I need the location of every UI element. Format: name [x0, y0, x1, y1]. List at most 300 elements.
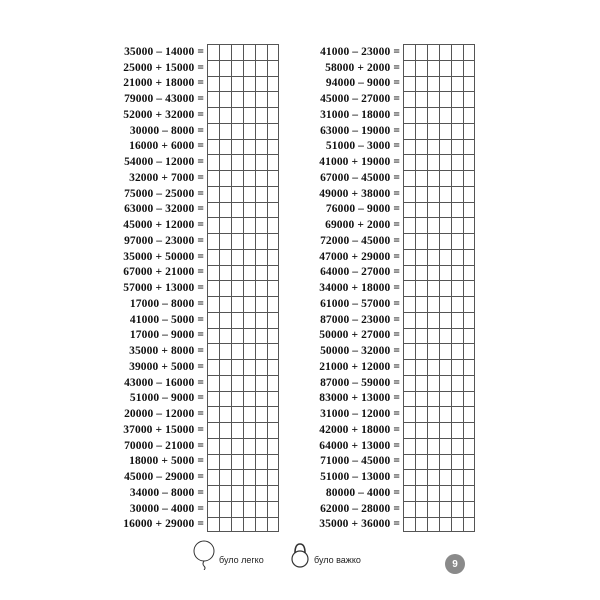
- answer-digit-box[interactable]: [231, 154, 243, 170]
- answer-digit-box[interactable]: [451, 186, 463, 202]
- answer-digit-box[interactable]: [219, 296, 231, 312]
- answer-digit-box[interactable]: [463, 469, 475, 485]
- answer-digit-box[interactable]: [439, 123, 451, 139]
- answer-digit-box[interactable]: [231, 501, 243, 517]
- answer-digit-box[interactable]: [219, 422, 231, 438]
- answer-digit-box[interactable]: [403, 517, 415, 533]
- answer-digit-box[interactable]: [427, 265, 439, 281]
- answer-digit-box[interactable]: [403, 123, 415, 139]
- answer-digit-box[interactable]: [463, 485, 475, 501]
- answer-digit-box[interactable]: [415, 280, 427, 296]
- answer-digit-box[interactable]: [243, 469, 255, 485]
- answer-digit-box[interactable]: [463, 312, 475, 328]
- answer-digit-box[interactable]: [463, 154, 475, 170]
- answer-digit-box[interactable]: [463, 296, 475, 312]
- answer-digit-box[interactable]: [243, 170, 255, 186]
- answer-digit-box[interactable]: [267, 485, 279, 501]
- answer-digit-box[interactable]: [243, 139, 255, 155]
- answer-digit-box[interactable]: [207, 154, 219, 170]
- answer-digit-box[interactable]: [427, 233, 439, 249]
- answer-digit-box[interactable]: [231, 469, 243, 485]
- answer-digit-box[interactable]: [243, 438, 255, 454]
- answer-digit-box[interactable]: [267, 44, 279, 60]
- answer-digit-box[interactable]: [439, 312, 451, 328]
- answer-digit-box[interactable]: [255, 375, 267, 391]
- answer-digit-box[interactable]: [451, 123, 463, 139]
- answer-digit-box[interactable]: [439, 406, 451, 422]
- answer-digit-box[interactable]: [451, 233, 463, 249]
- answer-digit-box[interactable]: [439, 217, 451, 233]
- answer-digit-box[interactable]: [255, 312, 267, 328]
- answer-digit-box[interactable]: [231, 375, 243, 391]
- answer-digit-box[interactable]: [403, 217, 415, 233]
- answer-digit-box[interactable]: [255, 154, 267, 170]
- answer-digit-box[interactable]: [255, 280, 267, 296]
- answer-digit-box[interactable]: [231, 485, 243, 501]
- answer-digit-box[interactable]: [243, 328, 255, 344]
- answer-digit-box[interactable]: [439, 233, 451, 249]
- answer-digit-box[interactable]: [255, 44, 267, 60]
- answer-digit-box[interactable]: [243, 343, 255, 359]
- answer-digit-box[interactable]: [255, 107, 267, 123]
- answer-digit-box[interactable]: [231, 170, 243, 186]
- answer-digit-box[interactable]: [207, 44, 219, 60]
- answer-digit-box[interactable]: [463, 328, 475, 344]
- answer-digit-box[interactable]: [415, 91, 427, 107]
- answer-digit-box[interactable]: [403, 454, 415, 470]
- answer-digit-box[interactable]: [243, 60, 255, 76]
- answer-digit-box[interactable]: [427, 469, 439, 485]
- answer-digit-box[interactable]: [403, 359, 415, 375]
- answer-digit-box[interactable]: [255, 217, 267, 233]
- answer-digit-box[interactable]: [415, 123, 427, 139]
- answer-digit-box[interactable]: [243, 454, 255, 470]
- answer-digit-box[interactable]: [231, 139, 243, 155]
- hard-option[interactable]: [288, 540, 361, 570]
- answer-digit-box[interactable]: [451, 154, 463, 170]
- answer-digit-box[interactable]: [267, 406, 279, 422]
- answer-digit-box[interactable]: [451, 359, 463, 375]
- answer-digit-box[interactable]: [267, 517, 279, 533]
- answer-digit-box[interactable]: [427, 343, 439, 359]
- answer-digit-box[interactable]: [439, 249, 451, 265]
- answer-digit-box[interactable]: [403, 170, 415, 186]
- answer-digit-box[interactable]: [427, 60, 439, 76]
- answer-digit-box[interactable]: [439, 202, 451, 218]
- answer-digit-box[interactable]: [415, 328, 427, 344]
- answer-digit-box[interactable]: [267, 186, 279, 202]
- answer-digit-box[interactable]: [231, 391, 243, 407]
- answer-digit-box[interactable]: [439, 359, 451, 375]
- answer-digit-box[interactable]: [255, 469, 267, 485]
- answer-digit-box[interactable]: [243, 233, 255, 249]
- answer-digit-box[interactable]: [427, 280, 439, 296]
- answer-digit-box[interactable]: [463, 44, 475, 60]
- answer-digit-box[interactable]: [219, 438, 231, 454]
- answer-digit-box[interactable]: [415, 249, 427, 265]
- answer-digit-box[interactable]: [231, 60, 243, 76]
- answer-digit-box[interactable]: [243, 312, 255, 328]
- answer-digit-box[interactable]: [427, 328, 439, 344]
- answer-digit-box[interactable]: [255, 249, 267, 265]
- answer-digit-box[interactable]: [463, 107, 475, 123]
- answer-digit-box[interactable]: [415, 501, 427, 517]
- answer-digit-box[interactable]: [219, 154, 231, 170]
- answer-digit-box[interactable]: [255, 359, 267, 375]
- answer-digit-box[interactable]: [267, 359, 279, 375]
- answer-digit-box[interactable]: [255, 485, 267, 501]
- answer-digit-box[interactable]: [451, 91, 463, 107]
- answer-digit-box[interactable]: [427, 422, 439, 438]
- answer-digit-box[interactable]: [243, 91, 255, 107]
- answer-digit-box[interactable]: [451, 422, 463, 438]
- answer-digit-box[interactable]: [219, 249, 231, 265]
- answer-digit-box[interactable]: [255, 328, 267, 344]
- answer-digit-box[interactable]: [439, 438, 451, 454]
- answer-digit-box[interactable]: [427, 139, 439, 155]
- answer-digit-box[interactable]: [243, 202, 255, 218]
- answer-digit-box[interactable]: [207, 406, 219, 422]
- answer-digit-box[interactable]: [255, 438, 267, 454]
- answer-digit-box[interactable]: [219, 469, 231, 485]
- answer-digit-box[interactable]: [451, 296, 463, 312]
- answer-digit-box[interactable]: [403, 438, 415, 454]
- answer-digit-box[interactable]: [463, 280, 475, 296]
- answer-digit-box[interactable]: [267, 422, 279, 438]
- answer-digit-box[interactable]: [243, 154, 255, 170]
- answer-digit-box[interactable]: [439, 44, 451, 60]
- answer-digit-box[interactable]: [427, 107, 439, 123]
- answer-digit-box[interactable]: [439, 296, 451, 312]
- answer-digit-box[interactable]: [219, 328, 231, 344]
- answer-digit-box[interactable]: [267, 76, 279, 92]
- answer-digit-box[interactable]: [231, 343, 243, 359]
- answer-digit-box[interactable]: [243, 44, 255, 60]
- answer-digit-box[interactable]: [451, 312, 463, 328]
- answer-digit-box[interactable]: [463, 217, 475, 233]
- answer-digit-box[interactable]: [403, 280, 415, 296]
- answer-digit-box[interactable]: [427, 154, 439, 170]
- answer-digit-box[interactable]: [243, 280, 255, 296]
- answer-digit-box[interactable]: [427, 123, 439, 139]
- answer-digit-box[interactable]: [403, 186, 415, 202]
- answer-digit-box[interactable]: [219, 517, 231, 533]
- answer-digit-box[interactable]: [403, 202, 415, 218]
- answer-digit-box[interactable]: [463, 343, 475, 359]
- answer-digit-box[interactable]: [267, 438, 279, 454]
- answer-digit-box[interactable]: [207, 60, 219, 76]
- answer-digit-box[interactable]: [415, 170, 427, 186]
- answer-digit-box[interactable]: [415, 265, 427, 281]
- answer-digit-box[interactable]: [255, 343, 267, 359]
- answer-digit-box[interactable]: [207, 438, 219, 454]
- answer-digit-box[interactable]: [255, 296, 267, 312]
- answer-digit-box[interactable]: [415, 296, 427, 312]
- answer-digit-box[interactable]: [219, 233, 231, 249]
- answer-digit-box[interactable]: [415, 44, 427, 60]
- answer-digit-box[interactable]: [463, 406, 475, 422]
- answer-digit-box[interactable]: [219, 280, 231, 296]
- answer-digit-box[interactable]: [207, 217, 219, 233]
- answer-digit-box[interactable]: [219, 186, 231, 202]
- answer-digit-box[interactable]: [451, 391, 463, 407]
- answer-digit-box[interactable]: [207, 249, 219, 265]
- answer-digit-box[interactable]: [207, 375, 219, 391]
- answer-digit-box[interactable]: [267, 312, 279, 328]
- answer-digit-box[interactable]: [255, 265, 267, 281]
- answer-digit-box[interactable]: [403, 375, 415, 391]
- answer-digit-box[interactable]: [231, 202, 243, 218]
- answer-digit-box[interactable]: [243, 186, 255, 202]
- answer-digit-box[interactable]: [463, 391, 475, 407]
- answer-digit-box[interactable]: [255, 186, 267, 202]
- answer-digit-box[interactable]: [207, 107, 219, 123]
- answer-digit-box[interactable]: [231, 312, 243, 328]
- answer-digit-box[interactable]: [451, 328, 463, 344]
- answer-digit-box[interactable]: [427, 517, 439, 533]
- answer-digit-box[interactable]: [403, 91, 415, 107]
- answer-digit-box[interactable]: [267, 217, 279, 233]
- answer-digit-box[interactable]: [231, 186, 243, 202]
- answer-digit-box[interactable]: [427, 217, 439, 233]
- answer-digit-box[interactable]: [403, 312, 415, 328]
- answer-digit-box[interactable]: [451, 107, 463, 123]
- answer-digit-box[interactable]: [415, 186, 427, 202]
- answer-digit-box[interactable]: [451, 501, 463, 517]
- answer-digit-box[interactable]: [451, 280, 463, 296]
- answer-digit-box[interactable]: [463, 249, 475, 265]
- answer-digit-box[interactable]: [267, 60, 279, 76]
- answer-digit-box[interactable]: [255, 501, 267, 517]
- answer-digit-box[interactable]: [231, 296, 243, 312]
- answer-digit-box[interactable]: [207, 91, 219, 107]
- answer-digit-box[interactable]: [207, 517, 219, 533]
- answer-digit-box[interactable]: [439, 139, 451, 155]
- answer-digit-box[interactable]: [403, 343, 415, 359]
- answer-digit-box[interactable]: [415, 154, 427, 170]
- answer-digit-box[interactable]: [207, 343, 219, 359]
- answer-digit-box[interactable]: [231, 44, 243, 60]
- answer-digit-box[interactable]: [463, 438, 475, 454]
- answer-digit-box[interactable]: [267, 391, 279, 407]
- answer-digit-box[interactable]: [243, 107, 255, 123]
- answer-digit-box[interactable]: [267, 343, 279, 359]
- answer-digit-box[interactable]: [439, 170, 451, 186]
- answer-digit-box[interactable]: [219, 501, 231, 517]
- answer-digit-box[interactable]: [403, 469, 415, 485]
- answer-digit-box[interactable]: [255, 454, 267, 470]
- answer-digit-box[interactable]: [267, 280, 279, 296]
- answer-digit-box[interactable]: [267, 501, 279, 517]
- answer-digit-box[interactable]: [231, 280, 243, 296]
- answer-digit-box[interactable]: [243, 123, 255, 139]
- answer-digit-box[interactable]: [415, 233, 427, 249]
- answer-digit-box[interactable]: [439, 107, 451, 123]
- answer-digit-box[interactable]: [255, 422, 267, 438]
- answer-digit-box[interactable]: [451, 139, 463, 155]
- answer-digit-box[interactable]: [243, 406, 255, 422]
- answer-digit-box[interactable]: [219, 375, 231, 391]
- answer-digit-box[interactable]: [255, 139, 267, 155]
- answer-digit-box[interactable]: [219, 265, 231, 281]
- answer-digit-box[interactable]: [207, 186, 219, 202]
- answer-digit-box[interactable]: [463, 76, 475, 92]
- answer-digit-box[interactable]: [219, 107, 231, 123]
- answer-digit-box[interactable]: [427, 170, 439, 186]
- answer-digit-box[interactable]: [463, 123, 475, 139]
- answer-digit-box[interactable]: [439, 485, 451, 501]
- answer-digit-box[interactable]: [415, 139, 427, 155]
- answer-digit-box[interactable]: [243, 76, 255, 92]
- answer-digit-box[interactable]: [219, 139, 231, 155]
- answer-digit-box[interactable]: [427, 312, 439, 328]
- answer-digit-box[interactable]: [463, 60, 475, 76]
- answer-digit-box[interactable]: [231, 422, 243, 438]
- answer-digit-box[interactable]: [231, 328, 243, 344]
- answer-digit-box[interactable]: [207, 296, 219, 312]
- answer-digit-box[interactable]: [463, 422, 475, 438]
- answer-digit-box[interactable]: [243, 422, 255, 438]
- answer-digit-box[interactable]: [451, 343, 463, 359]
- answer-digit-box[interactable]: [451, 249, 463, 265]
- answer-digit-box[interactable]: [439, 469, 451, 485]
- answer-digit-box[interactable]: [255, 202, 267, 218]
- answer-digit-box[interactable]: [451, 485, 463, 501]
- answer-digit-box[interactable]: [415, 359, 427, 375]
- answer-digit-box[interactable]: [219, 312, 231, 328]
- answer-digit-box[interactable]: [231, 217, 243, 233]
- answer-digit-box[interactable]: [439, 76, 451, 92]
- answer-digit-box[interactable]: [231, 265, 243, 281]
- answer-digit-box[interactable]: [427, 296, 439, 312]
- answer-digit-box[interactable]: [255, 76, 267, 92]
- answer-digit-box[interactable]: [451, 469, 463, 485]
- answer-digit-box[interactable]: [231, 454, 243, 470]
- answer-digit-box[interactable]: [415, 217, 427, 233]
- answer-digit-box[interactable]: [439, 422, 451, 438]
- answer-digit-box[interactable]: [207, 265, 219, 281]
- answer-digit-box[interactable]: [403, 233, 415, 249]
- answer-digit-box[interactable]: [427, 186, 439, 202]
- answer-digit-box[interactable]: [219, 217, 231, 233]
- answer-digit-box[interactable]: [451, 517, 463, 533]
- answer-digit-box[interactable]: [463, 170, 475, 186]
- answer-digit-box[interactable]: [403, 139, 415, 155]
- answer-digit-box[interactable]: [463, 186, 475, 202]
- answer-digit-box[interactable]: [415, 107, 427, 123]
- answer-digit-box[interactable]: [219, 343, 231, 359]
- answer-digit-box[interactable]: [403, 328, 415, 344]
- answer-digit-box[interactable]: [243, 217, 255, 233]
- answer-digit-box[interactable]: [231, 438, 243, 454]
- answer-digit-box[interactable]: [219, 454, 231, 470]
- answer-digit-box[interactable]: [451, 265, 463, 281]
- answer-digit-box[interactable]: [415, 517, 427, 533]
- answer-digit-box[interactable]: [243, 375, 255, 391]
- answer-digit-box[interactable]: [207, 328, 219, 344]
- answer-digit-box[interactable]: [255, 91, 267, 107]
- answer-digit-box[interactable]: [463, 202, 475, 218]
- answer-digit-box[interactable]: [231, 123, 243, 139]
- answer-digit-box[interactable]: [403, 44, 415, 60]
- answer-digit-box[interactable]: [427, 406, 439, 422]
- answer-digit-box[interactable]: [463, 359, 475, 375]
- answer-digit-box[interactable]: [267, 249, 279, 265]
- answer-digit-box[interactable]: [403, 296, 415, 312]
- answer-digit-box[interactable]: [219, 485, 231, 501]
- answer-digit-box[interactable]: [231, 359, 243, 375]
- answer-digit-box[interactable]: [267, 233, 279, 249]
- answer-digit-box[interactable]: [207, 312, 219, 328]
- answer-digit-box[interactable]: [451, 44, 463, 60]
- answer-digit-box[interactable]: [207, 485, 219, 501]
- answer-digit-box[interactable]: [427, 44, 439, 60]
- answer-digit-box[interactable]: [207, 76, 219, 92]
- answer-digit-box[interactable]: [439, 60, 451, 76]
- answer-digit-box[interactable]: [463, 454, 475, 470]
- answer-digit-box[interactable]: [219, 123, 231, 139]
- answer-digit-box[interactable]: [439, 328, 451, 344]
- answer-digit-box[interactable]: [207, 139, 219, 155]
- answer-digit-box[interactable]: [267, 265, 279, 281]
- answer-digit-box[interactable]: [255, 233, 267, 249]
- answer-digit-box[interactable]: [415, 76, 427, 92]
- answer-digit-box[interactable]: [415, 343, 427, 359]
- answer-digit-box[interactable]: [451, 202, 463, 218]
- answer-digit-box[interactable]: [427, 375, 439, 391]
- answer-digit-box[interactable]: [219, 202, 231, 218]
- answer-digit-box[interactable]: [463, 265, 475, 281]
- answer-digit-box[interactable]: [403, 406, 415, 422]
- answer-digit-box[interactable]: [451, 438, 463, 454]
- answer-digit-box[interactable]: [207, 170, 219, 186]
- answer-digit-box[interactable]: [207, 280, 219, 296]
- answer-digit-box[interactable]: [427, 501, 439, 517]
- answer-digit-box[interactable]: [439, 91, 451, 107]
- answer-digit-box[interactable]: [403, 391, 415, 407]
- answer-digit-box[interactable]: [439, 265, 451, 281]
- answer-digit-box[interactable]: [415, 375, 427, 391]
- answer-digit-box[interactable]: [267, 328, 279, 344]
- answer-digit-box[interactable]: [243, 265, 255, 281]
- answer-digit-box[interactable]: [219, 76, 231, 92]
- answer-digit-box[interactable]: [451, 217, 463, 233]
- answer-digit-box[interactable]: [231, 517, 243, 533]
- answer-digit-box[interactable]: [403, 422, 415, 438]
- answer-digit-box[interactable]: [403, 249, 415, 265]
- answer-digit-box[interactable]: [219, 170, 231, 186]
- answer-digit-box[interactable]: [207, 454, 219, 470]
- answer-digit-box[interactable]: [415, 422, 427, 438]
- answer-digit-box[interactable]: [207, 359, 219, 375]
- answer-digit-box[interactable]: [267, 296, 279, 312]
- answer-digit-box[interactable]: [451, 454, 463, 470]
- answer-digit-box[interactable]: [451, 60, 463, 76]
- answer-digit-box[interactable]: [243, 391, 255, 407]
- answer-digit-box[interactable]: [427, 391, 439, 407]
- answer-digit-box[interactable]: [231, 76, 243, 92]
- answer-digit-box[interactable]: [439, 375, 451, 391]
- answer-digit-box[interactable]: [219, 60, 231, 76]
- answer-digit-box[interactable]: [439, 454, 451, 470]
- answer-digit-box[interactable]: [267, 123, 279, 139]
- answer-digit-box[interactable]: [267, 107, 279, 123]
- answer-digit-box[interactable]: [243, 249, 255, 265]
- answer-digit-box[interactable]: [439, 517, 451, 533]
- answer-digit-box[interactable]: [451, 76, 463, 92]
- answer-digit-box[interactable]: [267, 170, 279, 186]
- answer-digit-box[interactable]: [415, 454, 427, 470]
